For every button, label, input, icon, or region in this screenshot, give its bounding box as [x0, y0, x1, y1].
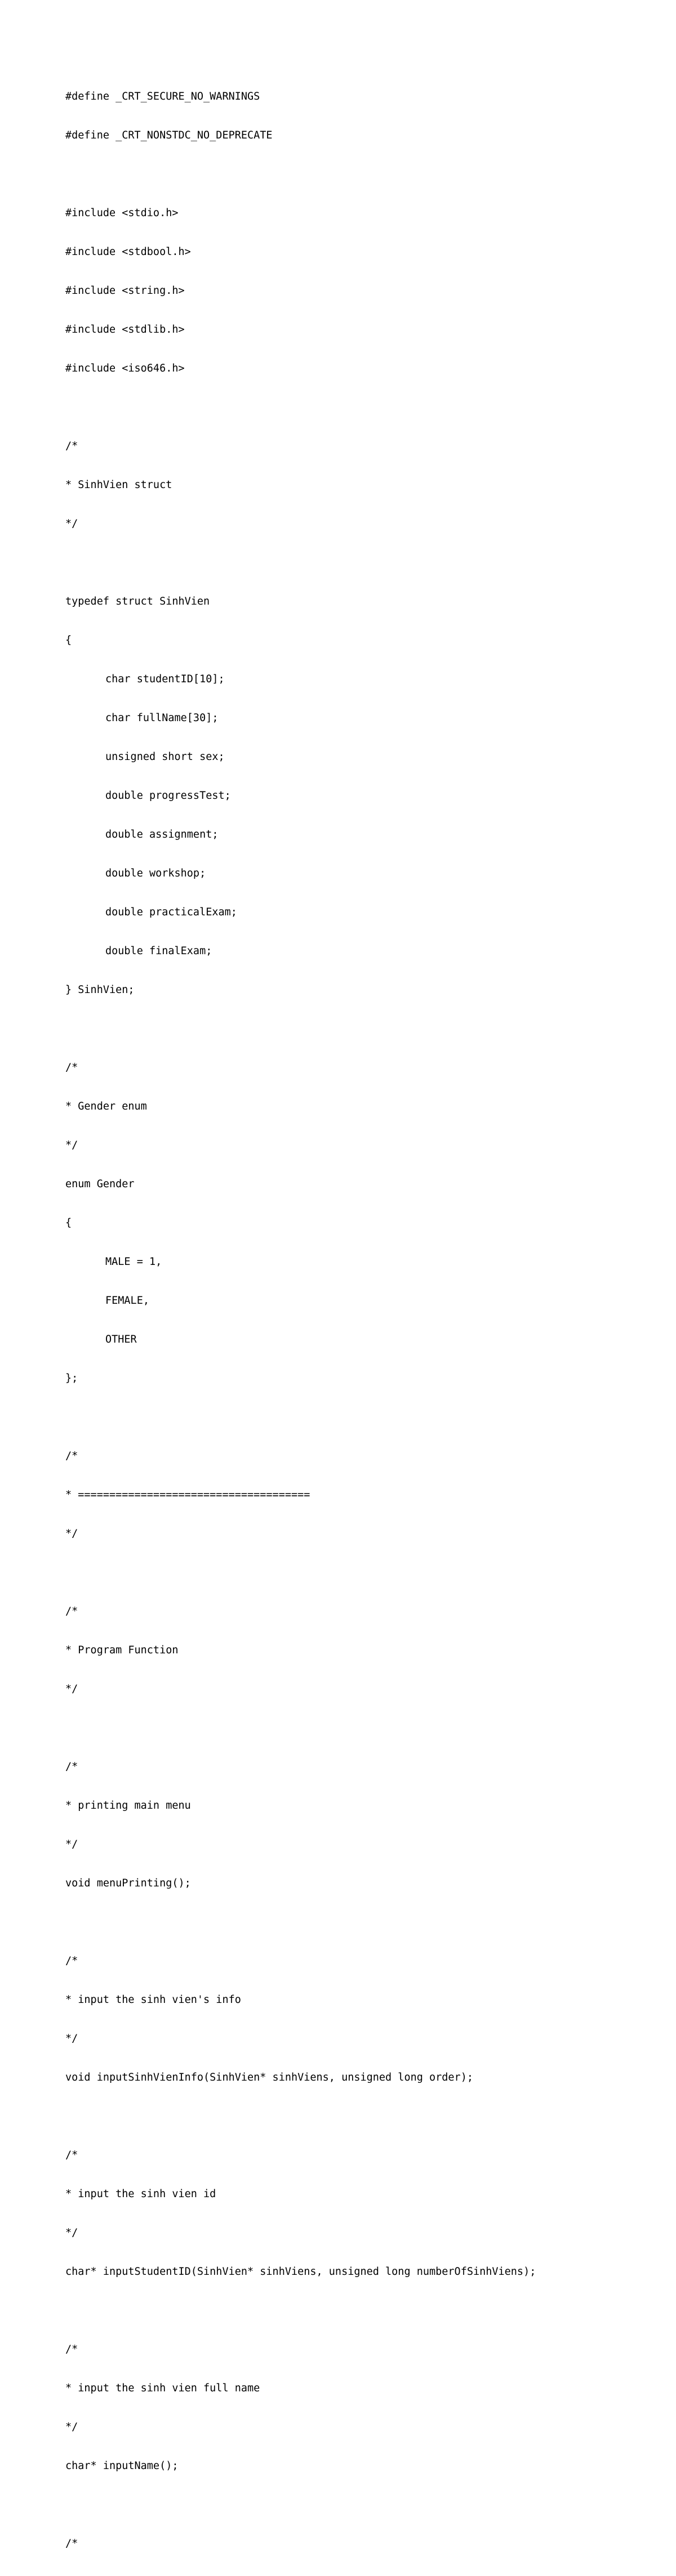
- code-line: /*: [65, 2149, 78, 2161]
- code-line: [65, 168, 536, 181]
- code-line: */: [65, 518, 78, 530]
- code-line: /*: [65, 1761, 78, 1773]
- code-line: #include <stdlib.h>: [65, 324, 185, 336]
- code-line: /*: [65, 440, 78, 452]
- code-line: double progressTest;: [105, 790, 231, 802]
- code-line: * SinhVien struct: [65, 479, 172, 491]
- code-line: */: [65, 2033, 78, 2045]
- code-line: */: [65, 1839, 78, 1850]
- code-line: [65, 1022, 536, 1035]
- code-line: double practicalExam;: [105, 906, 237, 918]
- code-line: * =====================================: [65, 1489, 310, 1501]
- code-line: */: [65, 2421, 78, 2433]
- code-listing: [65, 64, 536, 2576]
- code-line: char* inputName();: [65, 2460, 179, 2472]
- code-line: * Gender enum: [65, 1101, 147, 1112]
- code-line: /*: [65, 2344, 78, 2355]
- code-line: void inputSinhVienInfo(SinhVien* sinhViens, unsigned long order);: [65, 2072, 473, 2083]
- code-line: /*: [65, 1450, 78, 1462]
- code-line: FEMALE,: [105, 1295, 149, 1307]
- code-line: OTHER: [105, 1334, 137, 1345]
- code-line: unsigned short sex;: [105, 751, 225, 763]
- code-line: /*: [65, 1605, 78, 1617]
- code-line: {: [65, 634, 72, 646]
- code-line: [65, 2498, 536, 2511]
- code-line: #include <iso646.h>: [65, 363, 185, 374]
- code-line: * input the sinh vien id: [65, 2188, 216, 2200]
- code-line: */: [65, 1528, 78, 1540]
- code-line: #include <stdio.h>: [65, 207, 179, 219]
- code-line: enum Gender: [65, 1178, 135, 1190]
- code-line: MALE = 1,: [105, 1256, 162, 1268]
- code-line: [65, 1916, 536, 1929]
- code-line: [65, 1411, 536, 1424]
- code-line: char studentID[10];: [105, 673, 225, 685]
- code-line: #define _CRT_SECURE_NO_WARNINGS: [65, 91, 260, 102]
- code-line: void menuPrinting();: [65, 1877, 191, 1889]
- code-line: double workshop;: [105, 867, 206, 879]
- code-line: /*: [65, 1955, 78, 1967]
- code-line: } SinhVien;: [65, 984, 135, 996]
- code-line: * Program Function: [65, 1644, 179, 1656]
- code-line: {: [65, 1217, 72, 1229]
- code-line: [65, 2110, 536, 2123]
- code-line: * printing main menu: [65, 1800, 191, 1812]
- code-line: [65, 1721, 536, 1734]
- code-line: */: [65, 1683, 78, 1695]
- code-line: /*: [65, 2538, 78, 2550]
- code-line: * input the sinh vien's info: [65, 1994, 241, 2006]
- code-line: [65, 401, 536, 414]
- code-line: char fullName[30];: [105, 712, 219, 724]
- code-line: double finalExam;: [105, 945, 212, 957]
- code-line: };: [65, 1372, 78, 1384]
- code-line: [65, 1566, 536, 1579]
- code-line: #include <string.h>: [65, 285, 185, 297]
- code-line: */: [65, 1139, 78, 1151]
- code-line: #include <stdbool.h>: [65, 246, 191, 258]
- code-line: [65, 556, 536, 569]
- code-line: double assignment;: [105, 829, 219, 840]
- code-line: /*: [65, 1062, 78, 1074]
- code-line: char* inputStudentID(SinhVien* sinhViens, unsigned long numberOfSinhViens);: [65, 2266, 536, 2278]
- code-line: typedef struct SinhVien: [65, 596, 210, 607]
- code-line: #define _CRT_NONSTDC_NO_DEPRECATE: [65, 129, 273, 141]
- code-line: */: [65, 2227, 78, 2239]
- code-line: [65, 2304, 536, 2317]
- code-line: * input the sinh vien full name: [65, 2382, 260, 2394]
